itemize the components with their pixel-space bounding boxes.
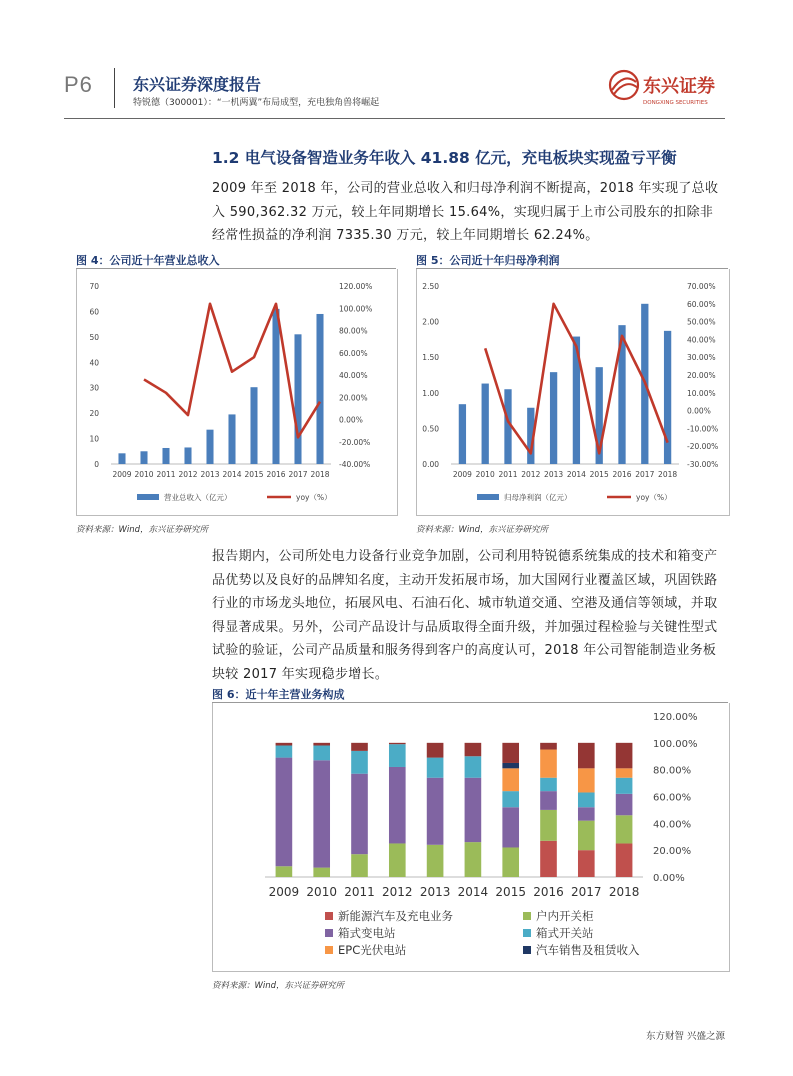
left-axis-tick: 60 <box>89 307 99 317</box>
left-axis-tick: 1.50 <box>422 353 439 363</box>
segment-seg_other-2013 <box>427 743 444 758</box>
left-axis-tick: 2.00 <box>422 317 439 327</box>
segment-seg_outdoor-2010 <box>313 868 330 877</box>
segment-seg_ev-2016 <box>540 841 557 877</box>
segment-seg_other-2011 <box>351 743 368 751</box>
fig6-frame <box>212 703 730 972</box>
bar-2010 <box>140 451 147 464</box>
right-axis-tick: 40.00% <box>339 371 368 380</box>
x-tick-2018: 2018 <box>310 470 330 479</box>
x-tick-2012: 2012 <box>521 470 541 479</box>
segment-seg_box_sub-2011 <box>351 774 368 855</box>
x-tick-2017: 2017 <box>635 470 655 479</box>
fig4-frame <box>76 269 398 516</box>
x-tick-2011: 2011 <box>498 470 518 479</box>
x-tick-2013: 2013 <box>544 470 564 479</box>
report-title: 东兴证券深度报告 <box>133 75 262 94</box>
segment-seg_box_sub-2016 <box>540 791 557 810</box>
x-tick-2014: 2014 <box>566 470 586 479</box>
left-axis-tick: 70 <box>89 282 99 291</box>
right-axis-tick: 60.00% <box>687 299 716 309</box>
bar-2017 <box>294 334 301 464</box>
legend-label-seg_epc: EPC光伏电站 <box>338 943 407 957</box>
right-axis-tick: 100.00% <box>339 304 373 314</box>
x-tick-2018: 2018 <box>608 885 640 899</box>
segment-seg_box_sub-2017 <box>578 807 595 820</box>
segment-seg_box_switch-2015 <box>502 791 519 807</box>
right-axis-tick: 80.00% <box>653 765 692 777</box>
right-axis-tick: 20.00% <box>687 371 716 380</box>
logo-cn-text: 东兴证券 <box>643 76 715 97</box>
right-axis-tick: 40.00% <box>653 819 692 831</box>
paragraph-1 <box>212 177 726 248</box>
right-axis-tick: 0.00% <box>687 406 711 416</box>
fig4-title: 图 4：公司近十年营业总收入 <box>76 254 220 267</box>
x-tick-2010: 2010 <box>475 470 495 479</box>
paragraph-2-text: 报告期内，公司所处电力设备行业竞争加剧，公司利用特锐德系统集成的技术和箱变产品优势以及良好的品牌知名度，主动开发拓展市场，加大国网行业覆盖区域，巩固铁路行业的市场龙头地位，拓展风电、石油石化、城市轨道交通、空港及通信等领域，并取得显著成果。另外，公司产品设计与品质取得全面升级，并加强过程检验与关键性型式试验的验证，公司产品质量和服务得到客户的高度认可，2018 年公司智能制造业务板块较 2017 年实现稳步增长。 <box>212 549 718 682</box>
segment-seg_other-2017 <box>578 743 595 768</box>
legend-swatch-seg_ev <box>325 912 333 920</box>
x-tick-2013: 2013 <box>419 885 451 899</box>
segment-seg_outdoor-2014 <box>465 842 482 877</box>
segment-seg_box_sub-2009 <box>276 758 293 867</box>
legend-label-seg_box_sub: 箱式变电站 <box>338 926 396 940</box>
footer-slogan: 东方财智 兴盛之源 <box>645 1031 725 1042</box>
x-tick-2017: 2017 <box>571 885 602 899</box>
right-axis-tick: 10.00% <box>687 388 716 398</box>
logo-en-text: DONGXING SECURITIES <box>643 100 708 106</box>
x-tick-2010: 2010 <box>306 885 337 899</box>
segment-seg_outdoor-2018 <box>616 815 633 843</box>
fig6-title: 图 6：近十年主营业务构成 <box>212 688 345 701</box>
bar-2012 <box>184 447 191 464</box>
segment-seg_epc-2016 <box>540 750 557 778</box>
right-axis-tick: -10.00% <box>687 424 719 434</box>
header-rule <box>64 118 725 119</box>
x-tick-2012: 2012 <box>382 885 413 899</box>
fig5-frame <box>416 269 730 516</box>
left-axis-tick: 20 <box>89 409 99 419</box>
x-tick-2016: 2016 <box>266 470 286 479</box>
right-axis-tick: 120.00% <box>339 282 373 291</box>
paragraph-2 <box>212 545 726 686</box>
x-tick-2015: 2015 <box>589 470 609 479</box>
segment-seg_box_switch-2017 <box>578 792 595 807</box>
x-tick-2016: 2016 <box>533 885 564 899</box>
fig5-chart <box>417 269 729 515</box>
segment-seg_other-2016 <box>540 743 557 750</box>
segment-seg_box_sub-2010 <box>313 760 330 867</box>
right-axis-tick: 70.00% <box>687 282 716 291</box>
header-divider <box>114 68 115 108</box>
right-axis-tick: -20.00% <box>687 442 719 452</box>
left-axis-tick: 0.50 <box>422 424 439 434</box>
page-number: P6 <box>64 72 93 97</box>
left-axis-tick: 50 <box>89 332 99 342</box>
legend-label-seg_car: 汽车销售及租赁收入 <box>536 943 640 957</box>
segment-seg_outdoor-2012 <box>389 843 406 877</box>
x-tick-2009: 2009 <box>268 885 300 899</box>
section-title: 1.2 电气设备智造业务年收入 41.88 亿元，充电板块实现盈亏平衡 <box>212 149 677 167</box>
legend-swatch-seg_box_switch <box>523 929 531 937</box>
bar-2015 <box>250 387 257 464</box>
segment-seg_box_switch-2012 <box>389 744 406 767</box>
right-axis-tick: 20.00% <box>653 846 692 858</box>
legend-bar-swatch <box>477 494 499 500</box>
left-axis-tick: 30 <box>89 383 99 393</box>
x-tick-2010: 2010 <box>134 470 154 479</box>
segment-seg_epc-2018 <box>616 768 633 777</box>
legend-bar-swatch <box>137 494 159 500</box>
bar-2013 <box>206 430 213 464</box>
fig6-source: 资料来源：Wind，东兴证券研究所 <box>212 981 345 991</box>
x-tick-2011: 2011 <box>156 470 176 479</box>
segment-seg_epc-2015 <box>502 768 519 791</box>
segment-seg_box_switch-2009 <box>276 746 293 758</box>
bar-2016 <box>272 309 279 464</box>
segment-seg_ev-2017 <box>578 850 595 877</box>
right-axis-tick: 100.00% <box>653 738 698 750</box>
x-tick-2014: 2014 <box>222 470 242 479</box>
segment-seg_box_switch-2018 <box>616 778 633 794</box>
bar-2009 <box>118 453 125 464</box>
bar-2009 <box>459 404 466 464</box>
x-tick-2018: 2018 <box>658 470 678 479</box>
segment-seg_outdoor-2016 <box>540 810 557 841</box>
legend-swatch-seg_epc <box>325 946 333 954</box>
x-tick-2014: 2014 <box>457 885 489 899</box>
legend-line-label: yoy（%） <box>636 493 672 502</box>
bar-2010 <box>482 384 489 464</box>
right-axis-tick: 40.00% <box>687 335 716 345</box>
right-axis-tick: 60.00% <box>653 792 692 804</box>
segment-seg_other-2012 <box>389 743 406 744</box>
segment-seg_box_switch-2013 <box>427 758 444 778</box>
right-axis-tick: 50.00% <box>687 317 716 327</box>
left-axis-tick: 2.50 <box>422 282 439 291</box>
bar-2018 <box>316 314 323 464</box>
segment-seg_outdoor-2009 <box>276 866 293 877</box>
dongxing-logo-icon <box>606 68 726 114</box>
left-axis-tick: 1.00 <box>422 388 439 398</box>
segment-seg_car-2015 <box>502 763 519 768</box>
bar-2013 <box>550 372 557 464</box>
right-axis-tick: 20.00% <box>339 393 368 403</box>
report-subtitle: 特锐德（300001）：“一机两翼”布局成型，充电独角兽将崛起 <box>133 98 380 108</box>
right-axis-tick: -20.00% <box>339 437 371 447</box>
left-axis-tick: 0.00 <box>422 460 439 469</box>
legend-line-label: yoy（%） <box>296 493 332 502</box>
paragraph-1-text: 2009 年至 2018 年，公司的营业总收入和归母净利润不断提高，2018 年实现了总收入 590,362.32 万元，较上年同期增长 15.64%，实现归属于上市公司股东的扣除非经常性损益的净利润 7335.30 万元，较上年同期增长 62.24%。 <box>212 181 719 243</box>
legend-swatch-seg_box_sub <box>325 929 333 937</box>
segment-seg_other-2018 <box>616 743 633 768</box>
segment-seg_box_switch-2016 <box>540 778 557 791</box>
fig5-source: 资料来源：Wind，东兴证券研究所 <box>416 525 549 535</box>
x-tick-2017: 2017 <box>288 470 308 479</box>
legend-label-seg_ev: 新能源汽车及充电业务 <box>338 909 453 923</box>
bar-2014 <box>228 414 235 464</box>
segment-seg_box_sub-2015 <box>502 807 519 847</box>
legend-swatch-seg_outdoor <box>523 912 531 920</box>
segment-seg_outdoor-2011 <box>351 854 368 877</box>
legend-label-seg_box_switch: 箱式开关站 <box>536 926 594 940</box>
right-axis-tick: 120.00% <box>653 712 698 723</box>
segment-seg_epc-2017 <box>578 768 595 792</box>
right-axis-tick: 80.00% <box>339 326 368 336</box>
x-tick-2015: 2015 <box>495 885 526 899</box>
segment-seg_other-2010 <box>313 743 330 746</box>
company-logo <box>606 68 726 114</box>
right-axis-tick: -30.00% <box>687 460 719 469</box>
segment-seg_box_sub-2013 <box>427 778 444 845</box>
right-axis-tick: -40.00% <box>339 460 371 469</box>
segment-seg_box_switch-2011 <box>351 751 368 774</box>
fig4-chart <box>77 269 397 515</box>
segment-seg_outdoor-2017 <box>578 821 595 851</box>
legend-bar-label: 归母净利润（亿元） <box>504 493 572 502</box>
x-tick-2009: 2009 <box>112 470 132 479</box>
x-tick-2015: 2015 <box>244 470 264 479</box>
segment-seg_other-2015 <box>502 743 519 763</box>
right-axis-tick: 0.00% <box>653 873 685 884</box>
bar-2011 <box>162 448 169 464</box>
segment-seg_outdoor-2013 <box>427 845 444 877</box>
right-axis-tick: 0.00% <box>339 415 363 425</box>
segment-seg_other-2014 <box>465 743 482 756</box>
fig5-title: 图 5：公司近十年归母净利润 <box>416 254 560 267</box>
x-tick-2016: 2016 <box>612 470 632 479</box>
right-axis-tick: 30.00% <box>687 353 716 363</box>
segment-seg_box_sub-2012 <box>389 767 406 843</box>
legend-label-seg_outdoor: 户内开关柜 <box>536 909 594 923</box>
segment-seg_ev-2018 <box>616 843 633 877</box>
fig6-chart <box>213 703 729 971</box>
segment-seg_box_switch-2014 <box>465 756 482 777</box>
x-tick-2011: 2011 <box>344 885 375 899</box>
segment-seg_box_sub-2018 <box>616 794 633 815</box>
left-axis-tick: 0 <box>94 460 99 469</box>
legend-bar-label: 营业总收入（亿元） <box>164 493 232 502</box>
right-axis-tick: 60.00% <box>339 348 368 358</box>
x-tick-2013: 2013 <box>200 470 220 479</box>
fig4-source: 资料来源：Wind，东兴证券研究所 <box>76 525 209 535</box>
segment-seg_outdoor-2015 <box>502 847 519 877</box>
left-axis-tick: 10 <box>89 434 99 444</box>
segment-seg_other-2009 <box>276 743 293 746</box>
legend-swatch-seg_car <box>523 946 531 954</box>
x-tick-2009: 2009 <box>452 470 472 479</box>
left-axis-tick: 40 <box>89 358 99 368</box>
bar-2018 <box>664 331 671 464</box>
segment-seg_box_sub-2014 <box>465 778 482 842</box>
segment-seg_box_switch-2010 <box>313 746 330 761</box>
x-tick-2012: 2012 <box>178 470 198 479</box>
